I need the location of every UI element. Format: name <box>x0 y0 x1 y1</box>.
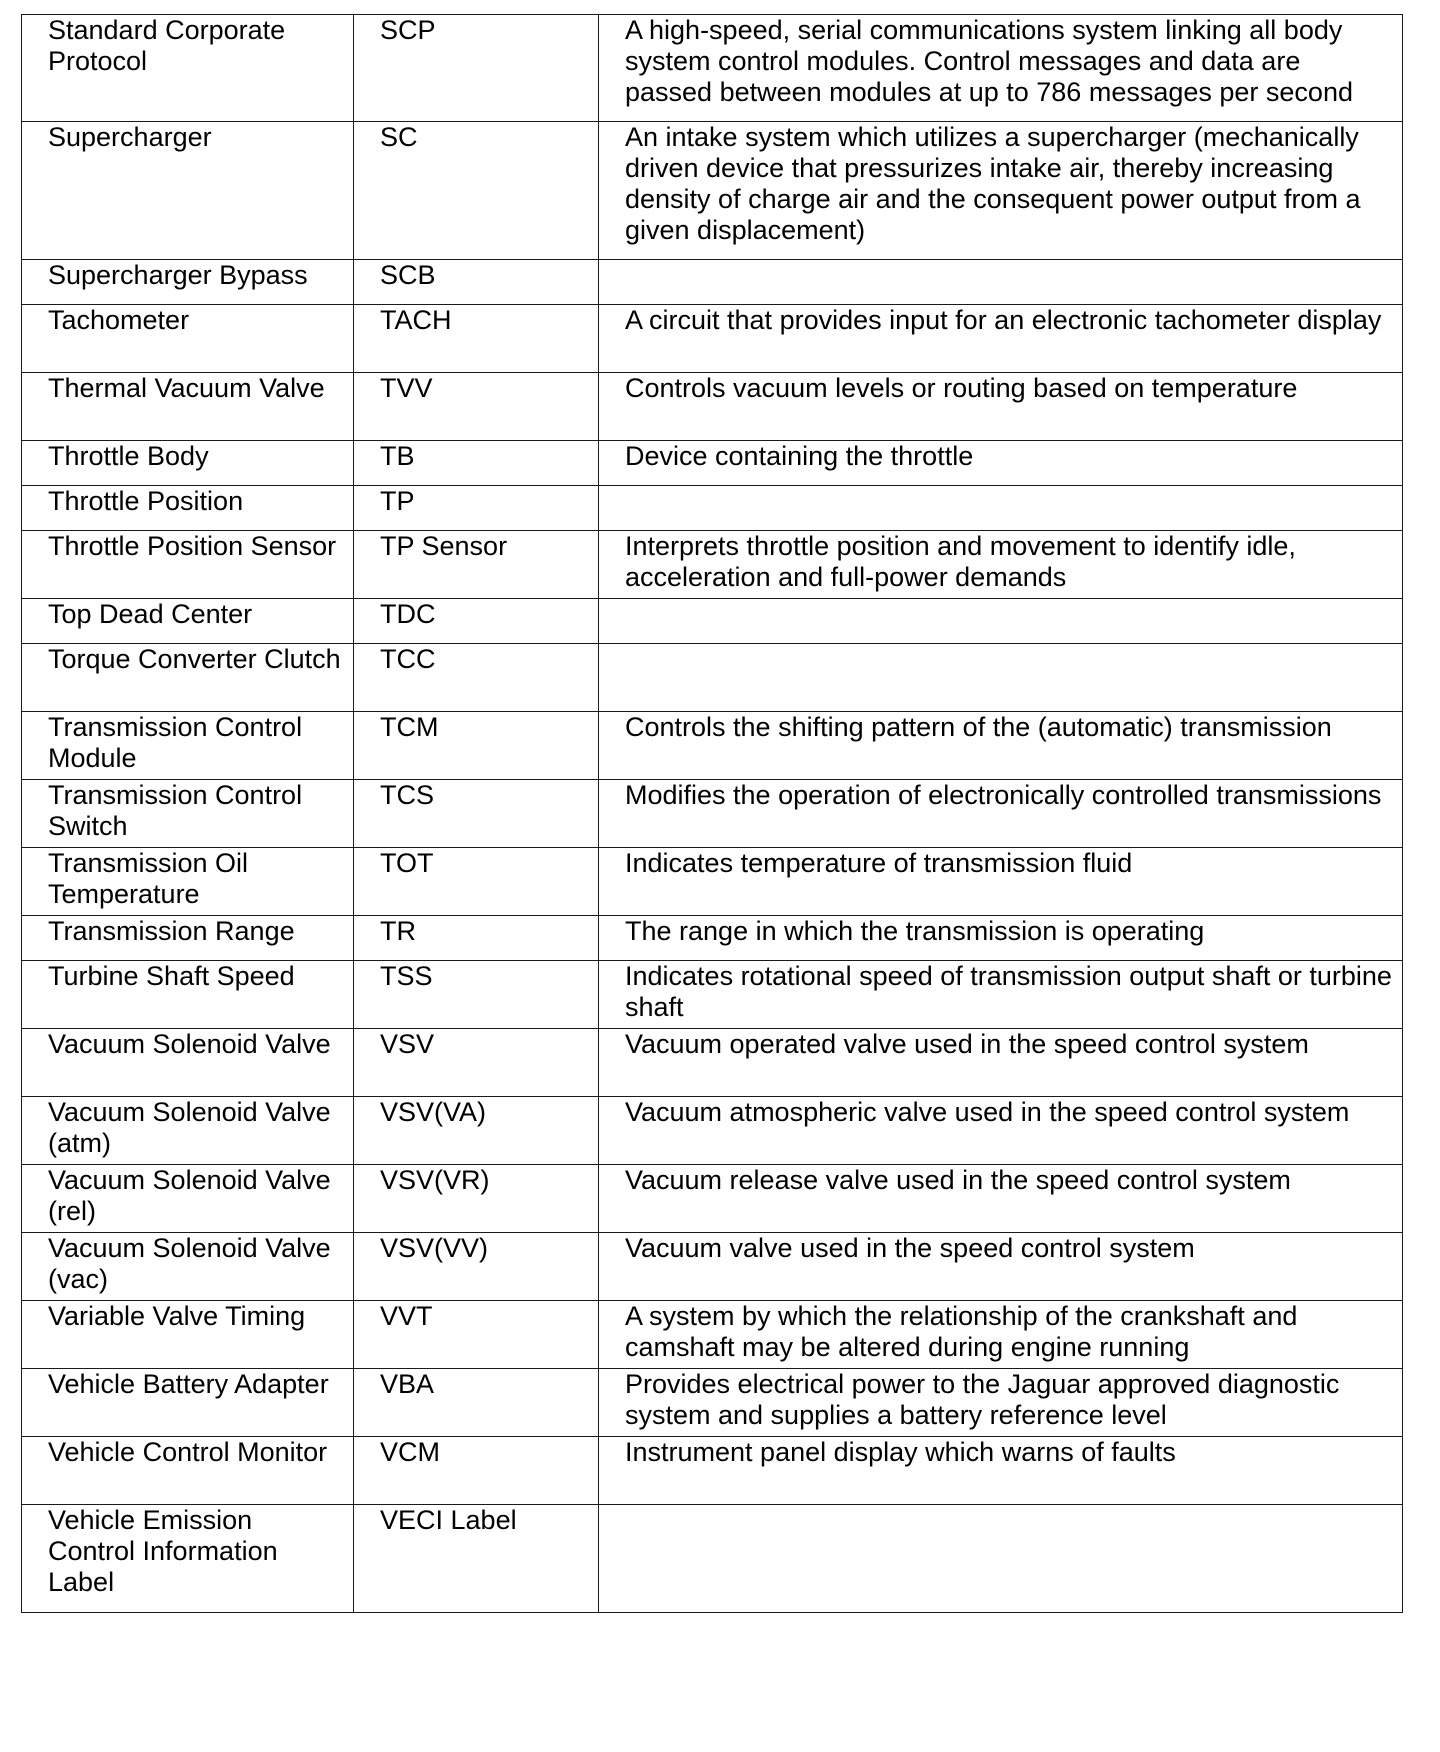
acronym-cell: VVT <box>354 1301 599 1369</box>
table-row <box>22 1437 1403 1505</box>
description-cell: An intake system which utilizes a supercharger (mechanically driven device that pressurizes intake air, thereby increasing density of charge air and the consequent power output from a given displacement) <box>599 122 1403 260</box>
term-cell: Vacuum Solenoid Valve <box>22 1029 354 1097</box>
table-row <box>22 1097 1403 1165</box>
table-row <box>22 916 1403 961</box>
acronym-cell: SCP <box>354 15 599 122</box>
acronym-cell: VCM <box>354 1437 599 1505</box>
term-cell: Throttle Position Sensor <box>22 531 354 599</box>
acronym-cell: SC <box>354 122 599 260</box>
acronym-cell: VSV(VR) <box>354 1165 599 1233</box>
description-cell: Vacuum valve used in the speed control system <box>599 1233 1403 1301</box>
description-cell: Modifies the operation of electronically controlled transmissions <box>599 780 1403 848</box>
acronym-cell: VSV(VV) <box>354 1233 599 1301</box>
acronym-cell: TB <box>354 441 599 486</box>
term-cell: Throttle Body <box>22 441 354 486</box>
description-cell: Vacuum release valve used in the speed control system <box>599 1165 1403 1233</box>
term-cell: Top Dead Center <box>22 599 354 644</box>
table-row <box>22 15 1403 122</box>
table-row <box>22 1505 1403 1613</box>
term-cell: Vacuum Solenoid Valve (atm) <box>22 1097 354 1165</box>
term-cell: Transmission Oil Temperature <box>22 848 354 916</box>
table-row <box>22 848 1403 916</box>
term-cell: Vacuum Solenoid Valve (rel) <box>22 1165 354 1233</box>
acronym-cell: TR <box>354 916 599 961</box>
description-cell <box>599 599 1403 644</box>
table-row <box>22 712 1403 780</box>
description-cell: The range in which the transmission is operating <box>599 916 1403 961</box>
acronym-cell: VSV(VA) <box>354 1097 599 1165</box>
description-cell: Controls the shifting pattern of the (automatic) transmission <box>599 712 1403 780</box>
table-row <box>22 373 1403 441</box>
description-cell <box>599 1505 1403 1613</box>
table-row <box>22 1165 1403 1233</box>
term-cell: Transmission Range <box>22 916 354 961</box>
acronym-cell: TACH <box>354 305 599 373</box>
term-cell: Transmission Control Module <box>22 712 354 780</box>
description-cell: Vacuum atmospheric valve used in the speed control system <box>599 1097 1403 1165</box>
table-row <box>22 531 1403 599</box>
description-cell <box>599 260 1403 305</box>
description-cell: Interprets throttle position and movement to identify idle, acceleration and full-power demands <box>599 531 1403 599</box>
term-cell: Tachometer <box>22 305 354 373</box>
acronym-cell: VSV <box>354 1029 599 1097</box>
acronym-cell: TSS <box>354 961 599 1029</box>
table-row <box>22 780 1403 848</box>
table-row <box>22 1029 1403 1097</box>
acronym-cell: TCM <box>354 712 599 780</box>
description-cell: A system by which the relationship of the crankshaft and camshaft may be altered during engine running <box>599 1301 1403 1369</box>
acronym-cell: TCC <box>354 644 599 712</box>
acronym-cell: VBA <box>354 1369 599 1437</box>
description-cell: Device containing the throttle <box>599 441 1403 486</box>
acronym-cell: TOT <box>354 848 599 916</box>
term-cell: Vacuum Solenoid Valve (vac) <box>22 1233 354 1301</box>
description-cell: Controls vacuum levels or routing based on temperature <box>599 373 1403 441</box>
table-row <box>22 1233 1403 1301</box>
table-row <box>22 260 1403 305</box>
description-cell <box>599 486 1403 531</box>
glossary-body <box>22 15 1403 1613</box>
description-cell: A high-speed, serial communications system linking all body system control modules. Control messages and data are passed between modules at up to 786 messages per second <box>599 15 1403 122</box>
acronym-cell: TDC <box>354 599 599 644</box>
term-cell: Vehicle Emission Control Information Label <box>22 1505 354 1613</box>
term-cell: Vehicle Battery Adapter <box>22 1369 354 1437</box>
term-cell: Supercharger Bypass <box>22 260 354 305</box>
table-row <box>22 961 1403 1029</box>
description-cell: Instrument panel display which warns of faults <box>599 1437 1403 1505</box>
term-cell: Torque Converter Clutch <box>22 644 354 712</box>
term-cell: Variable Valve Timing <box>22 1301 354 1369</box>
term-cell: Standard Corporate Protocol <box>22 15 354 122</box>
description-cell: Vacuum operated valve used in the speed control system <box>599 1029 1403 1097</box>
acronym-cell: TCS <box>354 780 599 848</box>
glossary-table <box>21 14 1403 1613</box>
table-row <box>22 441 1403 486</box>
table-row <box>22 1301 1403 1369</box>
table-row <box>22 305 1403 373</box>
acronym-cell: TVV <box>354 373 599 441</box>
acronym-cell: TP Sensor <box>354 531 599 599</box>
table-row <box>22 1369 1403 1437</box>
table-row <box>22 122 1403 260</box>
term-cell: Throttle Position <box>22 486 354 531</box>
term-cell: Vehicle Control Monitor <box>22 1437 354 1505</box>
table-row <box>22 644 1403 712</box>
acronym-cell: VECI Label <box>354 1505 599 1613</box>
table-row <box>22 599 1403 644</box>
term-cell: Turbine Shaft Speed <box>22 961 354 1029</box>
description-cell: Indicates rotational speed of transmission output shaft or turbine shaft <box>599 961 1403 1029</box>
description-cell <box>599 644 1403 712</box>
description-cell: A circuit that provides input for an electronic tachometer display <box>599 305 1403 373</box>
table-row <box>22 486 1403 531</box>
term-cell: Supercharger <box>22 122 354 260</box>
description-cell: Indicates temperature of transmission fluid <box>599 848 1403 916</box>
acronym-cell: SCB <box>354 260 599 305</box>
description-cell: Provides electrical power to the Jaguar approved diagnostic system and supplies a battery reference level <box>599 1369 1403 1437</box>
term-cell: Thermal Vacuum Valve <box>22 373 354 441</box>
acronym-cell: TP <box>354 486 599 531</box>
term-cell: Transmission Control Switch <box>22 780 354 848</box>
